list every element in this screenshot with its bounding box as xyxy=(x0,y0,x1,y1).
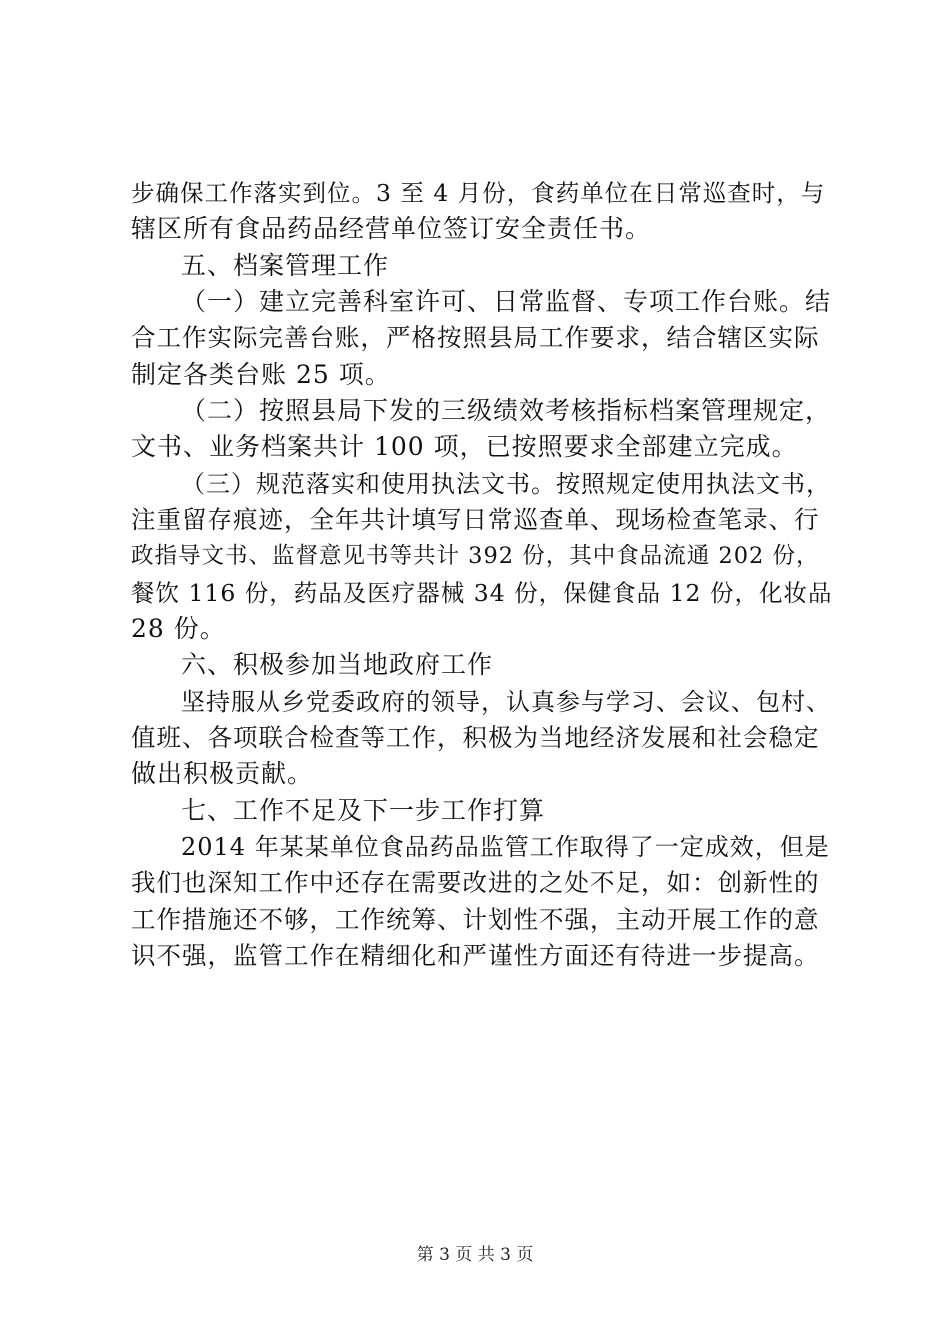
section-heading: 六、积极参加当地政府工作 xyxy=(181,650,494,679)
body-text-line: 我们也深知工作中还存在需要改进的之处不足，如：创新性的 xyxy=(131,868,820,897)
body-text-line: 做出积极贡献。 xyxy=(131,759,314,788)
body-text-line: 步确保工作落实到位。3 至 4 月份，食药单位在日常巡查时，与 xyxy=(131,179,826,207)
body-text-line: 制定各类台账 25 项。 xyxy=(131,360,391,389)
body-text-line: （三）规范落实和使用执法文书。按照规定使用执法文书， xyxy=(181,470,831,498)
body-text-line: （一）建立完善科室许可、日常监督、专项工作台账。结 xyxy=(181,287,832,316)
body-text-line: 合工作实际完善台账，严格按照县局工作要求，结合辖区实际 xyxy=(131,323,820,352)
body-text-line: 值班、各项联合检查等工作，积极为当地经济发展和社会稳定 xyxy=(131,723,820,752)
body-text-line: 餐饮 116 份，药品及医疗器械 34 份，保健食品 12 份，化妆品 xyxy=(131,579,833,607)
body-text-line: 坚持服从乡党委政府的领导，认真参与学习、会议、包村、 xyxy=(181,688,831,716)
section-heading: 七、工作不足及下一步工作打算 xyxy=(181,796,546,825)
body-text-line: 2014 年某某单位食品药品监管工作取得了一定成效，但是 xyxy=(181,833,830,861)
body-text-line: （二）按照县局下发的三级绩效考核指标档案管理规定， xyxy=(181,396,832,425)
body-text-line: 政指导文书、监督意见书等共计 392 份，其中食品流通 202 份， xyxy=(131,543,820,569)
body-text-line: 28 份。 xyxy=(131,614,226,643)
body-text-line: 工作措施还不够，工作统筹、计划性不强，主动开展工作的意 xyxy=(131,905,820,934)
section-heading: 五、档案管理工作 xyxy=(181,251,390,280)
body-text-line: 文书、业务档案共计 100 项，已按照要求全部建立完成。 xyxy=(131,432,798,461)
body-text-line: 识不强，监管工作在精细化和严谨性方面还有待进一步提高。 xyxy=(131,941,820,970)
body-text-line: 辖区所有食品药品经营单位签订安全责任书。 xyxy=(131,214,652,243)
page-number-footer: 第 3 页 共 3 页 xyxy=(416,1245,534,1265)
body-text-line: 注重留存痕迹，全年共计填写日常巡查单、现场检查笔录、行 xyxy=(131,505,820,534)
